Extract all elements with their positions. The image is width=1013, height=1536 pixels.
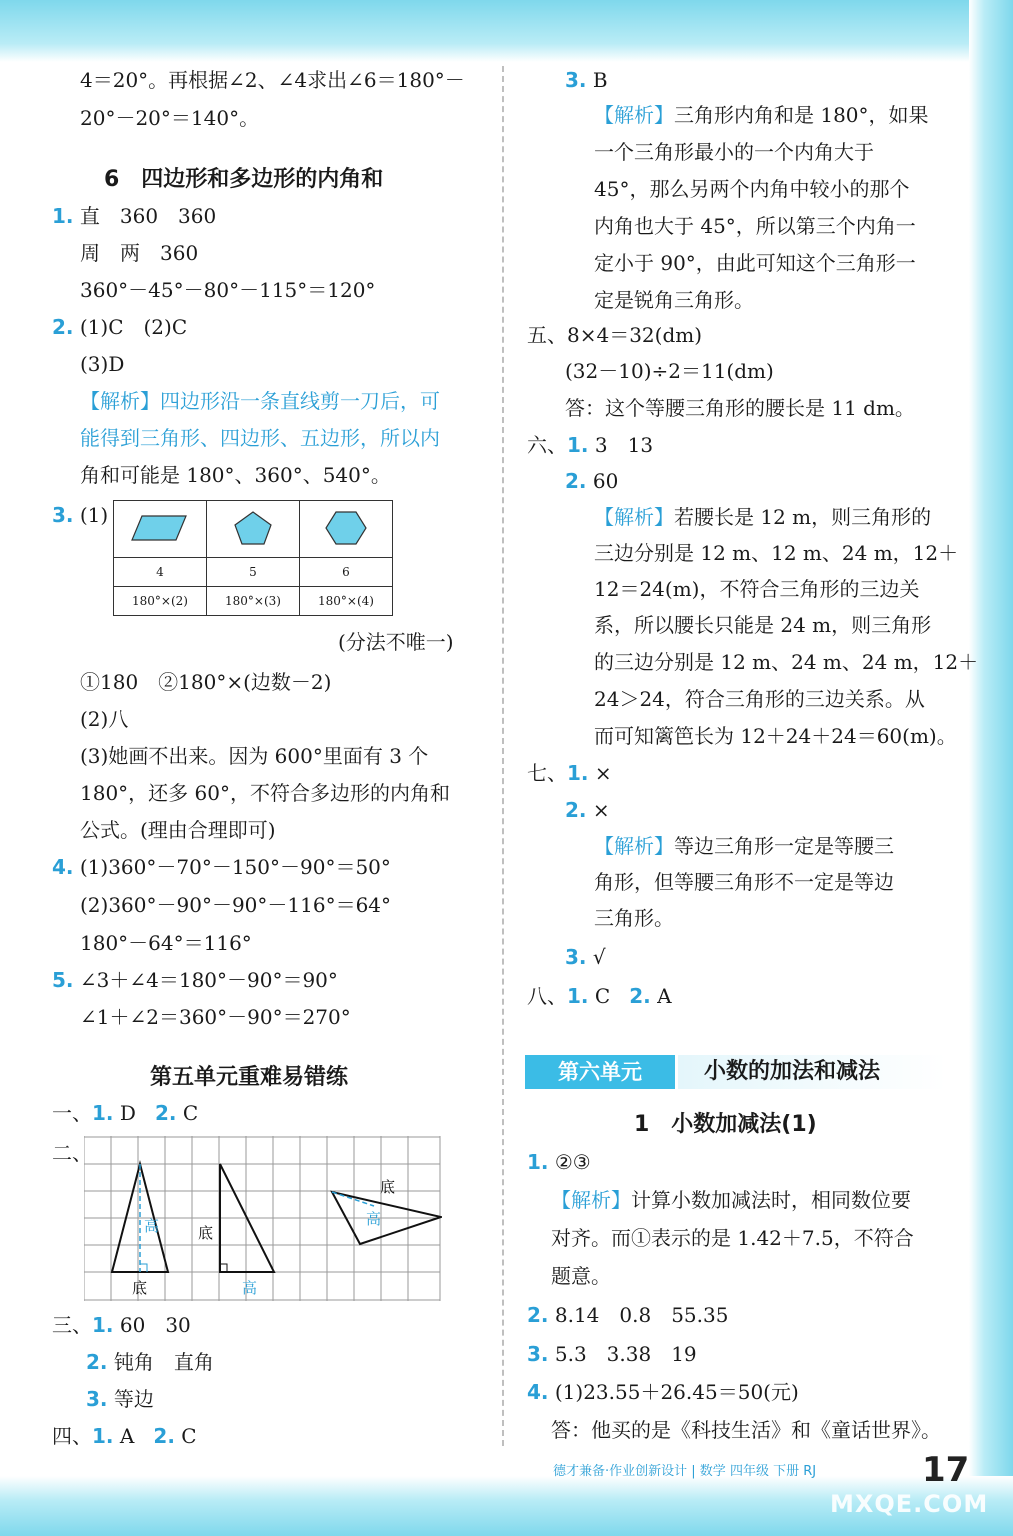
text-line: (2)八 [80,707,129,731]
question-3 [527,1340,697,1368]
analysis-label: 【解析】 [594,834,674,858]
section-label: 五、 [527,323,567,347]
table-cell [114,501,207,558]
answer-text: 8×4＝32(dm) [567,323,703,347]
question-3 [565,66,608,94]
question-number: 1. [527,1150,549,1174]
page-number: 17 [922,1450,970,1490]
answer-text: 60 30 [119,1313,191,1337]
section-1-answers [52,1099,198,1127]
question-part: (1) [79,503,109,527]
question-number: 1. [92,1424,114,1448]
question-number: 1. [567,984,589,1008]
analysis-label: 【解析】 [80,389,160,413]
analysis-line: 定是锐角三角形。 [594,288,754,312]
answer-text: 60 [592,469,619,493]
edition-label: RJ [803,1464,817,1479]
grid-lines [84,1136,440,1301]
triangle-grid-figure [84,1136,442,1302]
question-3 [52,501,108,529]
section-4-answers [52,1422,197,1450]
analysis-line: 三边分别是 12 m、12 m、24 m，12＋ [594,541,959,565]
column-divider [502,66,504,1446]
top-border-decoration [0,0,1013,62]
analysis-text: 计算小数加减法时，相同数位要 [631,1188,911,1212]
right-border-decoration [969,0,1013,1536]
text-line: 180°，还多 60°，不符合多边形的内角和 [80,781,450,805]
lesson-title: 1 小数加减法(1) [634,1112,817,1137]
analysis-line: 24＞24，符合三角形的三边关系。从 [594,687,925,711]
answer-text: C [594,984,611,1008]
table-cell [207,501,300,558]
analysis-line: 能得到三角形、四边形、五边形，所以内 [80,426,440,450]
analysis-line: 三角形。 [594,906,674,930]
answer-text: × [594,761,612,785]
answer-text: × [592,798,610,822]
analysis-line [594,832,894,860]
answer-line [86,1348,214,1376]
question-number: 1. [52,204,74,228]
volume-label: 下册 [773,1464,800,1479]
question-4 [527,1378,799,1406]
section-label: 一、 [52,1101,92,1125]
section-8-answers [527,982,672,1010]
question-number: 2. [86,1350,108,1374]
text-line: ∠1＋∠2＝360°－90°＝270° [80,1005,351,1029]
unit-review-title: 第五单元重难易错练 [150,1065,349,1090]
triangle-2 [198,1164,274,1297]
answer-text: 钝角 直角 [113,1350,214,1374]
text-line: (3)她画不出来。因为 600°里面有 3 个 [80,744,429,768]
note-text: (分法不唯一) [338,630,454,654]
section-7-answers [527,759,612,787]
question-number: 2. [565,798,587,822]
section-3-answers [52,1311,191,1339]
section-6-answers [527,431,653,459]
text-line: 360°－45°－80°－115°＝120° [80,278,376,302]
answer-text: C [182,1101,199,1125]
analysis-line: 题意。 [551,1264,611,1288]
text-line: ①180 ②180°×(边数－2) [80,670,332,694]
answer-text: A [657,984,672,1008]
analysis-line [594,101,929,129]
text-line: 20°－20°＝140°。 [80,106,260,130]
table-cell [300,501,393,558]
question-1 [527,1148,591,1176]
unit-title: 小数的加法和减法 [678,1055,946,1089]
analysis-line [594,503,931,531]
answer-text: A [119,1424,135,1448]
question-number: 3. [565,68,587,92]
answer-text: 3 13 [594,433,654,457]
table-cell: 5 [207,558,300,587]
answer-text: D [119,1101,136,1125]
watermark: MXQE.COM [830,1490,989,1518]
question-number: 1. [92,1101,114,1125]
section-label: 七、 [527,761,567,785]
analysis-line: 内角也大于 45°，所以第三个内角一 [594,214,916,238]
triangle-3 [332,1178,441,1244]
section-label: 三、 [52,1313,92,1337]
question-number: 4. [527,1380,549,1404]
analysis-line: 系，所以腰长只能是 24 m，则三角形 [594,613,932,637]
answer-text: (1)23.55＋26.45＝50(元) [554,1380,799,1404]
base-label: 底 [198,1225,214,1242]
analysis-text: 若腰长是 12 m，则三角形的 [674,505,932,529]
analysis-line [80,387,440,415]
question-number: 2. [527,1303,549,1327]
text-line: 180°－64°＝116° [80,931,252,955]
analysis-line: 而可知篱笆长为 12＋24＋24＝60(m)。 [594,724,957,748]
question-number: 4. [52,855,74,879]
question-number: 1. [567,761,589,785]
question-2 [527,1301,728,1329]
unit-badge: 第六单元 [525,1055,675,1089]
analysis-text: 三角形内角和是 180°，如果 [674,103,929,127]
answer-text: C [181,1424,197,1448]
answer-text: (1)C (2)C [79,315,188,339]
answer-line [86,1385,154,1413]
height-label: 高 [242,1280,258,1297]
answer-text: (1)360°－70°－150°－90°＝50° [79,855,391,879]
analysis-line: 一个三角形最小的一个内角大于 [594,140,874,164]
text-line: (3)D [80,352,125,376]
section-title: 6 四边形和多边形的内角和 [104,167,384,192]
analysis-text: 等边三角形一定是等腰三 [674,834,894,858]
section-label: 八、 [527,984,567,1008]
question-number: 1. [567,433,589,457]
question-number: 3. [86,1387,108,1411]
parallelogram-icon [130,508,190,548]
question-number: 5. [52,968,74,992]
grade-label: 四年级 [729,1464,769,1479]
answer-text: 8.14 0.8 55.35 [554,1303,729,1327]
question-number: 3. [527,1342,549,1366]
analysis-line: 对齐。而①表示的是 1.42＋7.5，不符合 [551,1226,914,1250]
question-2 [52,313,187,341]
subject-label: 数学 [699,1464,726,1479]
answer-text: ∠3＋∠4＝180°－90°＝90° [79,968,338,992]
base-label: 底 [380,1179,396,1196]
text-line: 周 两 360 [80,241,199,265]
answer-text: ②③ [554,1150,591,1174]
section-5-answers [527,321,702,349]
height-label: 高 [144,1218,160,1235]
hexagon-icon [324,508,368,548]
answer-line [565,467,618,495]
table-cell: 180°×(4) [300,587,393,616]
text-line: 答：他买的是《科技生活》和《童话世界》。 [551,1418,941,1442]
question-number: 1. [92,1313,114,1337]
table-cell: 6 [300,558,393,587]
question-number: 3. [565,945,587,969]
answer-text: 直 360 360 [79,204,217,228]
question-number: 2. [629,984,651,1008]
answer-text: 等边 [113,1387,154,1411]
analysis-label: 【解析】 [551,1188,631,1212]
section-label: 二、 [52,1141,92,1165]
text-line: (2)360°－90°－90°－116°＝64° [80,893,392,917]
section-label: 六、 [527,433,567,457]
question-number: 3. [52,503,74,527]
table-cell: 4 [114,558,207,587]
text-line: 公式。(理由合理即可) [80,818,276,842]
question-number: 2. [52,315,74,339]
text-line: 答：这个等腰三角形的腰长是 11 dm。 [565,396,915,420]
question-4 [52,853,391,881]
height-label: 高 [366,1211,382,1228]
answer-text: 5.3 3.38 19 [554,1342,697,1366]
answer-line [565,943,606,971]
section-label: 四、 [52,1424,92,1448]
footer-line: 德才兼备·作业创新设计 | 数学 四年级 下册 RJ [553,1464,817,1479]
question-5 [52,966,338,994]
polygon-table [113,500,393,616]
book-series: 德才兼备·作业创新设计 [553,1464,688,1479]
question-number: 2. [565,469,587,493]
question-number: 2. [155,1101,177,1125]
pentagon-icon [231,508,275,548]
analysis-line: 的三边分别是 12 m、24 m、24 m，12＋ [594,650,979,674]
analysis-line: 12＝24(m)，不符合三角形的三边关 [594,577,920,601]
analysis-line: 45°，那么另两个内角中较小的那个 [594,177,910,201]
analysis-line [551,1186,911,1214]
answer-text: √ [592,945,606,969]
analysis-line: 角和可能是 180°、360°、540°。 [80,463,391,487]
question-number: 2. [153,1424,175,1448]
text-line: 4＝20°。再根据∠2、∠4求出∠6＝180°－ [80,68,465,92]
answer-text: B [592,68,608,92]
table-cell: 180°×(2) [114,587,207,616]
table-cell: 180°×(3) [207,587,300,616]
analysis-line: 定小于 90°，由此可知这个三角形一 [594,251,916,275]
triangle-1 [112,1164,168,1297]
analysis-label: 【解析】 [594,103,674,127]
text-line: (32－10)÷2＝11(dm) [565,359,774,383]
base-label: 底 [132,1280,148,1297]
analysis-text: 四边形沿一条直线剪一刀后，可 [160,389,440,413]
question-1 [52,202,216,230]
analysis-line: 角形，但等腰三角形不一定是等边 [594,870,894,894]
answer-line [565,796,610,824]
analysis-label: 【解析】 [594,505,674,529]
